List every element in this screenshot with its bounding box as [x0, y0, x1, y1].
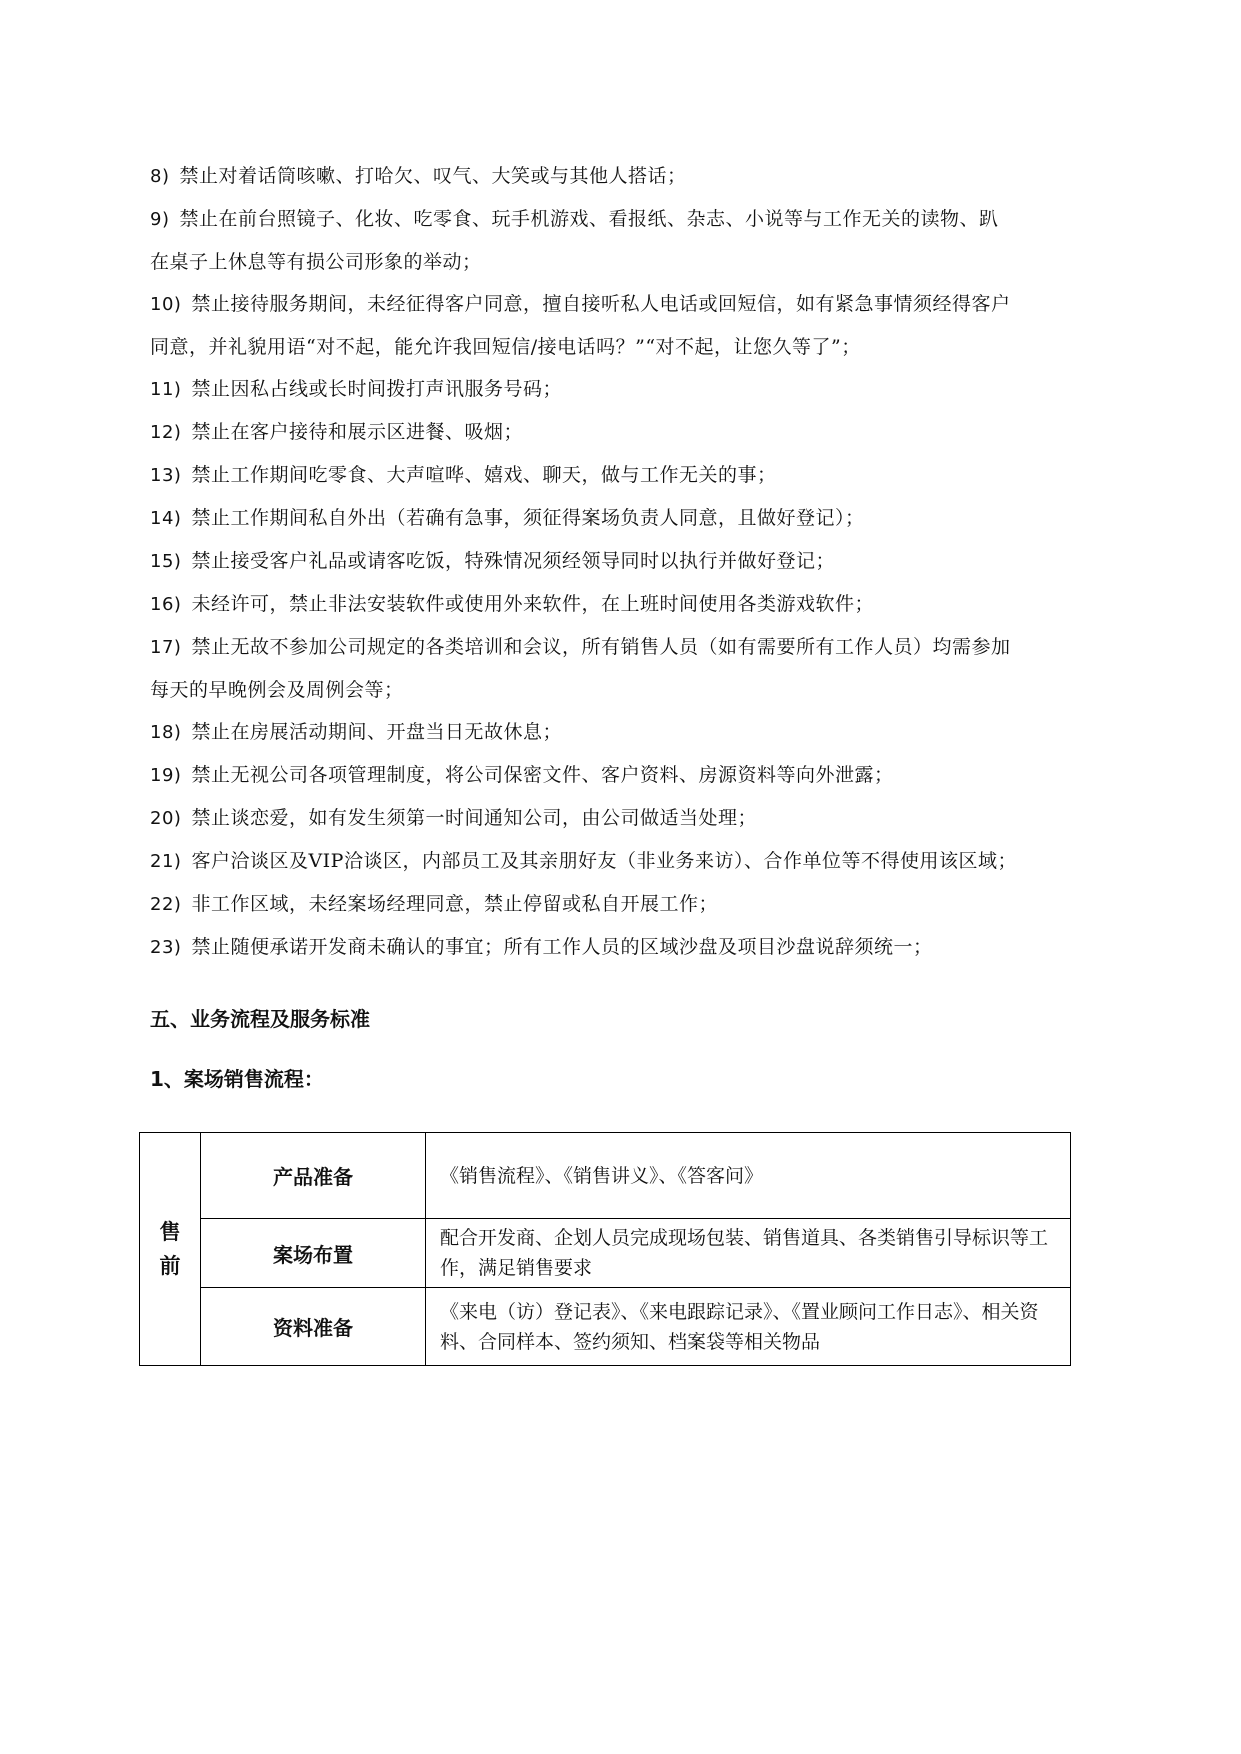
rule-text: 未经许可，禁止非法安装软件或使用外来软件，在上班时间使用各类游戏软件； [191, 593, 874, 615]
rule-item [150, 497, 1120, 540]
rule-text: 禁止在前台照镜子、化妆、吃零食、玩手机游戏、看报纸、杂志、小说等与工作无关的读物、趴 [179, 208, 999, 230]
rule-text: 禁止接受客户礼品或请客吃饭，特殊情况须经领导同时以执行并做好登记； [191, 550, 835, 572]
table-row [140, 1133, 1071, 1219]
rule-text: 禁止因私占线或长时间拨打声讯服务号码； [191, 378, 562, 400]
rule-number: 12) [150, 422, 182, 443]
rule-text-continued: 每天的早晚例会及周例会等； [150, 679, 404, 701]
rule-number: 23) [150, 937, 182, 958]
rule-text: 禁止在房展活动期间、开盘当日无故休息； [191, 721, 562, 743]
rule-text: 禁止随便承诺开发商未确认的事宜；所有工作人员的区域沙盘及项目沙盘说辞须统一； [191, 936, 933, 958]
rule-number: 13) [150, 465, 182, 486]
table-row [140, 1288, 1071, 1366]
rule-number: 20) [150, 808, 182, 829]
item-cell: 资料准备 [201, 1288, 426, 1366]
rule-number: 19) [150, 765, 182, 786]
stage-char: 售 [159, 1220, 181, 1244]
rule-item [150, 626, 1120, 711]
rule-number: 14) [150, 508, 182, 529]
rule-item [150, 711, 1120, 754]
rule-item [150, 155, 1120, 198]
rule-text: 客户洽谈区及VIP洽谈区，内部员工及其亲朋好友（非业务来访）、合作单位等不得使用该区域； [191, 850, 1017, 872]
rule-text: 禁止无视公司各项管理制度，将公司保密文件、客户资料、房源资料等向外泄露； [191, 764, 894, 786]
rules-list [150, 155, 1120, 969]
stage-char: 前 [159, 1254, 181, 1278]
table-row [140, 1219, 1071, 1288]
rule-text: 禁止工作期间吃零食、大声喧哗、嬉戏、聊天，做与工作无关的事； [191, 464, 777, 486]
rule-number: 18) [150, 722, 182, 743]
rule-text: 禁止无故不参加公司规定的各类培训和会议，所有销售人员（如有需要所有工作人员）均需参加 [191, 636, 1011, 658]
rule-text: 禁止在客户接待和展示区进餐、吸烟； [191, 421, 523, 443]
rule-number: 22) [150, 894, 182, 915]
rule-item [150, 198, 1120, 283]
rule-number: 21) [150, 851, 182, 872]
rule-text-continued: 同意，并礼貌用语“对不起，能允许我回短信/接电话吗？”“对不起，让您久等了”； [150, 336, 861, 358]
rule-number: 16) [150, 594, 182, 615]
rule-number: 11) [150, 379, 182, 400]
rule-number: 15) [150, 551, 182, 572]
rule-item [150, 283, 1120, 368]
rule-text: 非工作区域，未经案场经理同意，禁止停留或私自开展工作； [191, 893, 718, 915]
rule-item [150, 583, 1120, 626]
rule-number: 9) [150, 209, 170, 230]
rule-item [150, 840, 1120, 883]
rule-text-continued: 在桌子上休息等有损公司形象的举动； [150, 251, 482, 273]
rule-item [150, 926, 1120, 969]
rule-item [150, 797, 1120, 840]
rule-number: 10) [150, 294, 182, 315]
desc-cell: 《销售流程》、《销售讲义》、《答客问》 [426, 1133, 1071, 1219]
item-cell: 产品准备 [201, 1133, 426, 1219]
rule-item [150, 411, 1120, 454]
rule-number: 17) [150, 637, 182, 658]
desc-cell: 配合开发商、企划人员完成现场包装、销售道具、各类销售引导标识等工作，满足销售要求 [426, 1219, 1071, 1288]
rule-text: 禁止谈恋爱，如有发生须第一时间通知公司，由公司做适当处理； [191, 807, 757, 829]
section-heading: 五、业务流程及服务标准 [150, 1007, 370, 1031]
rule-text: 禁止接待服务期间，未经征得客户同意，擅自接听私人电话或回短信，如有紧急事情须经得客户 [191, 293, 1011, 315]
rule-item [150, 540, 1120, 583]
rule-item [150, 454, 1120, 497]
rule-text: 禁止工作期间私自外出（若确有急事，须征得案场负责人同意，且做好登记）； [191, 507, 865, 529]
rule-item [150, 368, 1120, 411]
stage-cell [140, 1133, 201, 1366]
rule-item [150, 883, 1120, 926]
desc-cell: 《来电（访）登记表》、《来电跟踪记录》、《置业顾问工作日志》、相关资料、合同样本、签约须知、档案袋等相关物品 [426, 1288, 1071, 1366]
sub-heading: 1、案场销售流程： [150, 1067, 324, 1091]
rule-item [150, 754, 1120, 797]
item-cell: 案场布置 [201, 1219, 426, 1288]
rule-number: 8) [150, 166, 170, 187]
sales-flow-table [139, 1132, 1071, 1366]
rule-text: 禁止对着话筒咳嗽、打哈欠、叹气、大笑或与其他人搭话； [179, 165, 687, 187]
